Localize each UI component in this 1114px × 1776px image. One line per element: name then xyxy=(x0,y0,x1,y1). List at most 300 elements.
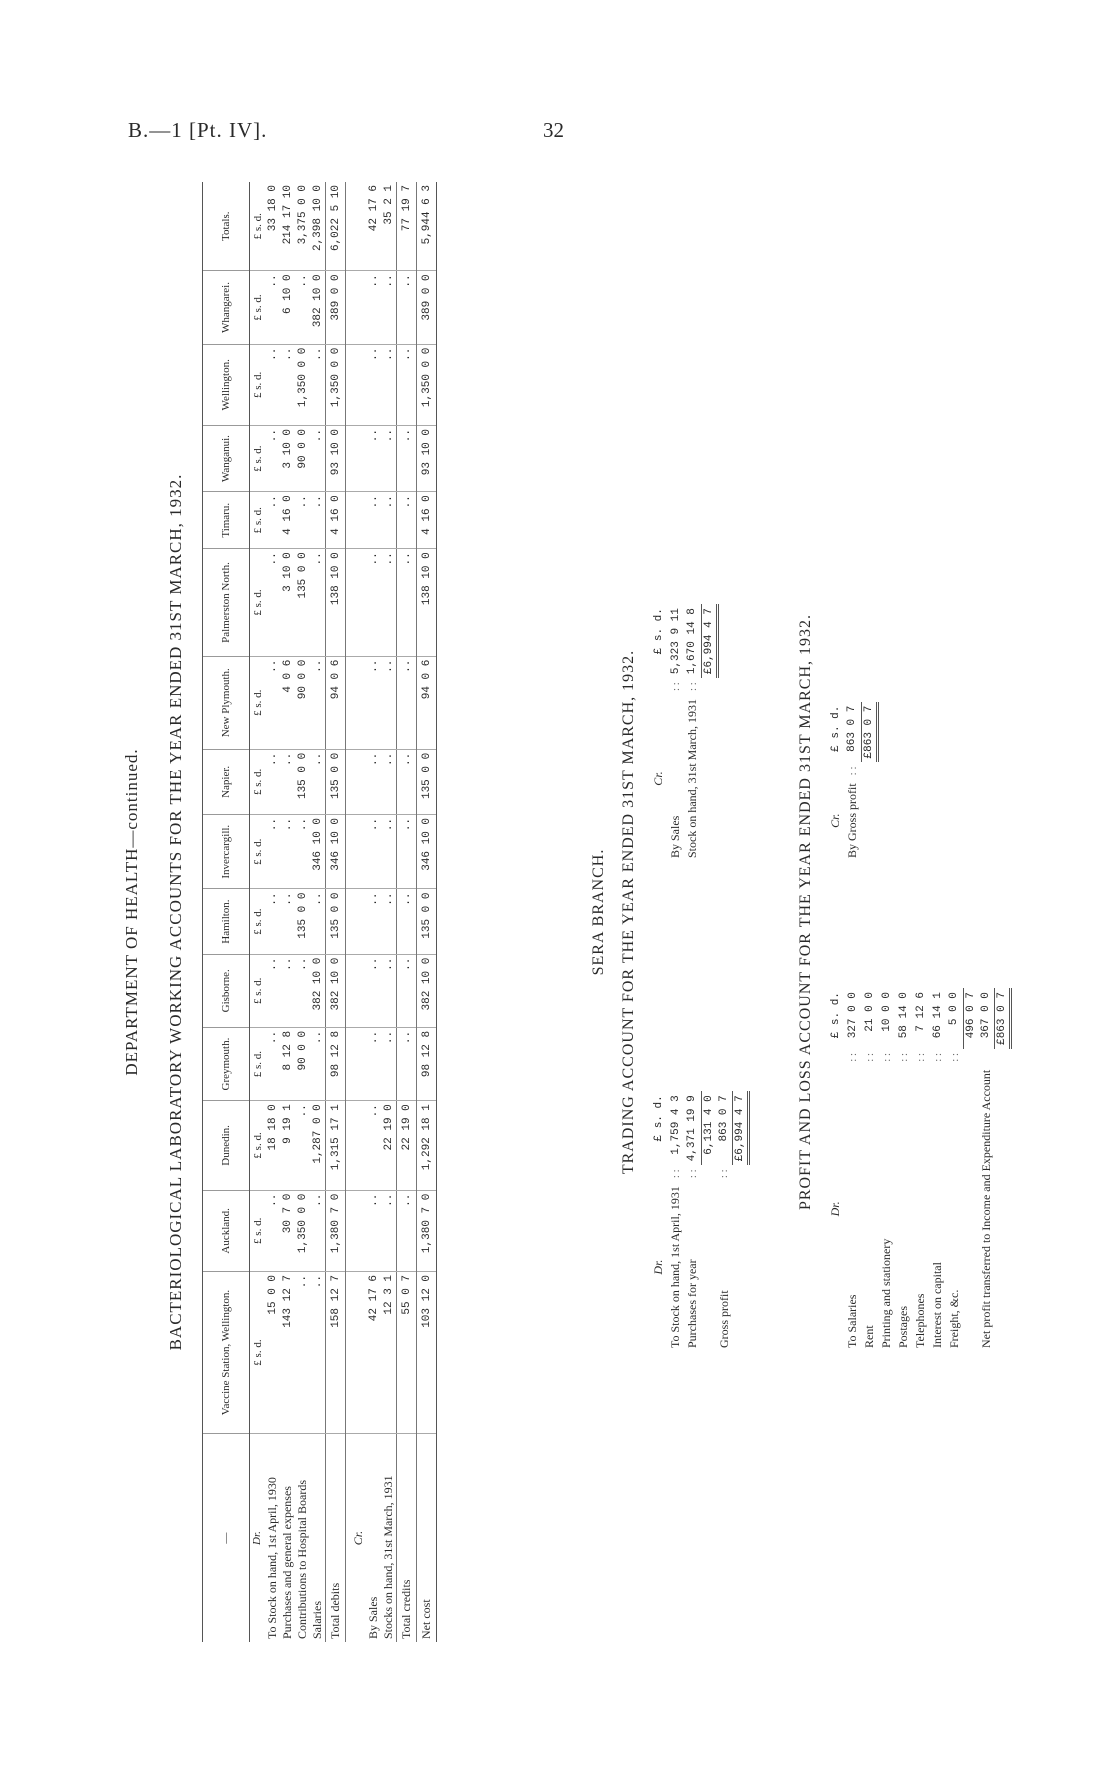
amount-cell: .. xyxy=(381,271,397,344)
amount-cell: .. xyxy=(366,1027,381,1100)
amount-cell: .. xyxy=(265,749,280,814)
amount-cell: 30 7 0 xyxy=(280,1190,295,1271)
unit-label: £ s. d. xyxy=(250,1027,266,1100)
amount-cell: .. xyxy=(397,1027,417,1100)
account-row xyxy=(667,604,684,862)
dots-cell xyxy=(827,1049,844,1066)
empty-cell xyxy=(346,889,367,954)
empty-cell xyxy=(346,549,367,656)
account-amount: 863 0 7 xyxy=(717,1095,730,1142)
table-row xyxy=(265,182,280,1642)
row-label: Contributions to Hospital Boards xyxy=(295,1480,309,1639)
dots-cell: : : xyxy=(846,766,859,776)
amount-cell: 214 17 10 xyxy=(280,182,295,271)
dots-cell: : : xyxy=(686,682,699,692)
cr-label: Cr. xyxy=(351,1530,365,1546)
amount-cell: 1,350 0 0 xyxy=(326,344,346,425)
amount-cell: .. xyxy=(295,1271,310,1433)
unit-label: £ s. d. xyxy=(250,344,266,425)
account-total-row xyxy=(701,604,717,862)
account-item-label: Stock on hand, 31st March, 1931 xyxy=(685,699,699,858)
dots-cell: : : xyxy=(914,1052,927,1062)
amount-cell: .. xyxy=(310,1027,326,1100)
row-label: Stocks on hand, 31st March, 1931 xyxy=(381,1475,395,1639)
page-number: 32 xyxy=(543,118,564,142)
amount-cell: .. xyxy=(310,549,326,656)
amount-cell: 22 19 0 xyxy=(397,1101,417,1190)
amount-cell: 90 0 0 xyxy=(295,656,310,749)
table-row xyxy=(397,182,417,1642)
amount-cell: 4 16 0 xyxy=(326,492,346,549)
account-row xyxy=(861,988,878,1352)
dots-cell: : : xyxy=(880,1052,893,1062)
empty-cell xyxy=(346,814,367,889)
amount-cell: .. xyxy=(381,1190,397,1271)
column-header: Wellington. xyxy=(203,344,250,425)
column-header: — xyxy=(203,1434,250,1642)
account-item-label: Printing and stationery xyxy=(879,1238,893,1348)
dr-label: Dr. xyxy=(251,1531,263,1545)
amount-cell: 158 12 7 xyxy=(326,1271,346,1433)
amount-cell: 35 2 1 xyxy=(381,182,397,271)
units-row xyxy=(250,182,266,1642)
amount-cell: .. xyxy=(366,1190,381,1271)
profit-loss-debit xyxy=(827,988,1012,1352)
account-item-label: Purchases for year xyxy=(685,1259,699,1348)
amount-cell: 382 10 0 xyxy=(417,954,437,1027)
account-amount: 5,323 9 11 xyxy=(669,608,682,675)
amount-cell: 12 3 1 xyxy=(381,1271,397,1433)
amount-cell: 77 19 7 xyxy=(397,182,417,271)
profit-loss-credit xyxy=(827,702,879,862)
amount-cell: .. xyxy=(381,814,397,889)
credit-heading-row xyxy=(346,182,367,1642)
amount-cell: 90 0 0 xyxy=(295,1027,310,1100)
dots-cell xyxy=(978,1049,995,1066)
amount-cell: 93 10 0 xyxy=(417,426,437,492)
amount-cell: .. xyxy=(280,889,295,954)
account-side-label: Dr. xyxy=(828,1201,842,1217)
amount-cell: 3,375 0 0 xyxy=(295,182,310,271)
account-item-label: To Stock on hand, 1st April, 1931 xyxy=(668,1186,682,1348)
dots-cell: : : xyxy=(897,1052,910,1062)
account-amount: 1,670 14 8 xyxy=(686,608,699,675)
amount-cell: .. xyxy=(366,954,381,1027)
amount-cell: 42 17 6 xyxy=(366,1271,381,1433)
column-header: Hamilton. xyxy=(203,889,250,954)
amount-cell: 1,380 7 0 xyxy=(326,1190,346,1271)
account-item-label: Rent xyxy=(862,1325,876,1348)
empty-cell xyxy=(995,1049,1011,1066)
row-label: Total debits xyxy=(326,1434,346,1642)
laboratory-accounts-title: BACTERIOLOGICAL LABORATORY WORKING ACCOUNTS FOR THE YEAR ENDED 31ST MARCH, 1932. xyxy=(166,473,185,1351)
account-amount: 863 0 7 xyxy=(846,705,859,752)
dots-cell: : : xyxy=(686,1169,699,1179)
table-row xyxy=(280,182,295,1642)
account-row xyxy=(878,988,895,1352)
amount-cell: .. xyxy=(397,344,417,425)
amount-cell: 3 10 0 xyxy=(280,426,295,492)
unit-label: £ s. d. xyxy=(250,954,266,1027)
unit-label: £ s. d. xyxy=(250,1101,266,1190)
amount-cell: 94 0 6 xyxy=(417,656,437,749)
amount-cell: 135 0 0 xyxy=(295,749,310,814)
empty-cell xyxy=(995,1066,1011,1352)
amount-cell: 138 10 0 xyxy=(417,549,437,656)
amount-cell: 1,350 0 0 xyxy=(295,344,310,425)
amount-cell: .. xyxy=(381,749,397,814)
dots-cell xyxy=(650,678,667,695)
amount-cell: .. xyxy=(310,889,326,954)
account-item-label: Interest on capital xyxy=(930,1262,944,1348)
account-item-label: Postages xyxy=(896,1306,910,1348)
amount-cell: 4 0 6 xyxy=(280,656,295,749)
account-side-label: Cr. xyxy=(651,771,665,786)
account-item-label: To Salaries xyxy=(845,1294,859,1348)
account-heading-row xyxy=(827,988,844,1352)
amount-cell: .. xyxy=(280,954,295,1027)
amount-cell: 4 16 0 xyxy=(280,492,295,549)
amount-cell: 135 0 0 xyxy=(295,549,310,656)
account-amount: 4,371 19 9 xyxy=(686,1095,699,1162)
account-row xyxy=(701,1091,716,1352)
dots-cell xyxy=(650,1165,667,1182)
column-header: Napier. xyxy=(203,749,250,814)
table-header-row xyxy=(203,182,250,1642)
empty-cell xyxy=(346,1027,367,1100)
amount-cell: .. xyxy=(366,656,381,749)
profit-loss-title: PROFIT AND LOSS ACCOUNT FOR THE YEAR ENDED 31ST MARCH, 1932. xyxy=(797,613,814,1211)
empty-cell xyxy=(701,695,717,862)
table-row xyxy=(326,182,346,1642)
column-header: Greymouth. xyxy=(203,1027,250,1100)
amount-cell: .. xyxy=(381,549,397,656)
net-profit-amount: 367 0 0 xyxy=(979,992,992,1039)
column-header: Gisborne. xyxy=(203,954,250,1027)
account-total: £6,994 4 7 xyxy=(733,1091,749,1165)
amount-cell: 382 10 0 xyxy=(326,954,346,1027)
row-label: Purchases and general expenses xyxy=(280,1486,294,1639)
account-row xyxy=(895,988,912,1352)
amount-cell: 135 0 0 xyxy=(417,889,437,954)
row-label: Salaries xyxy=(310,1601,324,1639)
amount-cell: 22 19 0 xyxy=(381,1101,397,1190)
amount-cell: 5,944 6 3 xyxy=(417,182,437,271)
amount-cell: .. xyxy=(381,1027,397,1100)
amount-cell: 143 12 7 xyxy=(280,1271,295,1433)
unit-label: £ s. d. xyxy=(250,1271,266,1433)
amount-cell: .. xyxy=(295,492,310,549)
column-header: Dunedin. xyxy=(203,1101,250,1190)
unit-label: £ s. d. xyxy=(250,426,266,492)
amount-cell: 1,315 17 1 xyxy=(326,1101,346,1190)
dots-cell xyxy=(701,1165,716,1182)
empty-cell xyxy=(346,1190,367,1271)
amount-cell: .. xyxy=(310,656,326,749)
amount-cell: 1,380 7 0 xyxy=(417,1190,437,1271)
amount-cell: 42 17 6 xyxy=(366,182,381,271)
account-total-row xyxy=(995,988,1011,1352)
amount-cell: .. xyxy=(265,492,280,549)
amount-cell: .. xyxy=(265,1027,280,1100)
table-row xyxy=(417,182,437,1642)
column-header: Vaccine Station, Wellington. xyxy=(203,1271,250,1433)
unit-label: £ s. d. xyxy=(652,608,665,655)
amount-cell: .. xyxy=(397,954,417,1027)
sera-branch-heading: SERA BRANCH. xyxy=(590,848,607,976)
amount-cell: .. xyxy=(280,749,295,814)
row-label: Net cost xyxy=(417,1434,437,1642)
amount-cell: .. xyxy=(366,344,381,425)
trading-account-title: TRADING ACCOUNT FOR THE YEAR ENDED 31ST MARCH, 1932. xyxy=(620,649,637,1175)
amount-cell: 98 12 8 xyxy=(417,1027,437,1100)
account-total: £863 0 7 xyxy=(995,988,1011,1049)
amount-cell: .. xyxy=(280,814,295,889)
row-label: By Sales xyxy=(366,1596,380,1639)
account-total-row xyxy=(861,702,877,862)
amount-cell: .. xyxy=(310,1190,326,1271)
amount-cell: .. xyxy=(310,492,326,549)
dots-cell: : : xyxy=(931,1052,944,1062)
amount-cell: .. xyxy=(265,814,280,889)
amount-cell: .. xyxy=(397,749,417,814)
amount-cell: .. xyxy=(366,889,381,954)
amount-cell: .. xyxy=(397,814,417,889)
amount-cell: 6,022 5 10 xyxy=(326,182,346,271)
amount-cell: 135 0 0 xyxy=(417,749,437,814)
dots-cell: : : xyxy=(863,1052,876,1062)
dots-cell: : : xyxy=(669,682,682,692)
empty-cell xyxy=(346,656,367,749)
amount-cell: .. xyxy=(366,271,381,344)
empty-cell xyxy=(733,1182,749,1352)
trading-account-debit xyxy=(650,1091,750,1352)
column-header: Wanganui. xyxy=(203,426,250,492)
column-header: Whangarei. xyxy=(203,271,250,344)
account-total: £6,994 4 7 xyxy=(701,604,717,678)
amount-cell: 103 12 0 xyxy=(417,1271,437,1433)
column-header: Timaru. xyxy=(203,492,250,549)
account-item-label: Gross profit xyxy=(716,1290,731,1348)
unit-label: £ s. d. xyxy=(250,814,266,889)
amount-cell: .. xyxy=(310,426,326,492)
empty-cell xyxy=(701,678,717,695)
amount-cell: .. xyxy=(397,889,417,954)
unit-label: £ s. d. xyxy=(250,889,266,954)
amount-cell: 1,292 18 1 xyxy=(417,1101,437,1190)
unit-label: £ s. d. xyxy=(652,1095,665,1142)
amount-cell: .. xyxy=(397,426,417,492)
amount-cell: .. xyxy=(366,749,381,814)
account-row xyxy=(978,988,995,1352)
amount-cell: 135 0 0 xyxy=(326,749,346,814)
amount-cell: 6 10 0 xyxy=(280,271,295,344)
account-subtotal-row xyxy=(963,988,978,1352)
laboratory-accounts-table xyxy=(202,182,437,1642)
amount-cell: .. xyxy=(295,814,310,889)
dots-cell: : : xyxy=(948,1052,961,1062)
amount-cell: 4 16 0 xyxy=(417,492,437,549)
amount-cell: .. xyxy=(397,271,417,344)
amount-cell: .. xyxy=(366,549,381,656)
empty-cell xyxy=(346,749,367,814)
unit-label: £ s. d. xyxy=(250,492,266,549)
amount-cell: 93 10 0 xyxy=(326,426,346,492)
column-header: Invercargill. xyxy=(203,814,250,889)
amount-cell: 2,398 10 0 xyxy=(310,182,326,271)
amount-cell: 346 10 0 xyxy=(326,814,346,889)
account-row xyxy=(684,604,701,862)
column-header: Totals. xyxy=(203,182,250,271)
amount-cell: 135 0 0 xyxy=(295,889,310,954)
row-label: To Stock on hand, 1st April, 1930 xyxy=(265,1477,279,1639)
amount-cell: 33 18 0 xyxy=(265,182,280,271)
column-header: Auckland. xyxy=(203,1190,250,1271)
column-header: New Plymouth. xyxy=(203,656,250,749)
empty-cell xyxy=(733,1165,749,1182)
dots-cell: : : xyxy=(846,1052,859,1062)
amount-cell: .. xyxy=(381,656,397,749)
amount-cell: 98 12 8 xyxy=(326,1027,346,1100)
amount-cell: 346 10 0 xyxy=(310,814,326,889)
net-profit-label: Net profit transferred to Income and Expenditure Account xyxy=(978,1069,993,1348)
trading-account-credit xyxy=(650,604,719,862)
amount-cell: .. xyxy=(310,1271,326,1433)
account-item-label: By Sales xyxy=(668,815,682,858)
amount-cell: .. xyxy=(397,656,417,749)
amount-cell: .. xyxy=(295,1101,310,1190)
amount-cell: .. xyxy=(265,549,280,656)
empty-cell xyxy=(346,426,367,492)
amount-cell: 138 10 0 xyxy=(326,549,346,656)
amount-cell: .. xyxy=(366,426,381,492)
account-side-label: Dr. xyxy=(651,1259,665,1275)
amount-cell: .. xyxy=(265,954,280,1027)
account-item-label: Freight, &c. xyxy=(947,1289,961,1348)
amount-cell: .. xyxy=(265,344,280,425)
amount-cell: .. xyxy=(295,954,310,1027)
amount-cell: .. xyxy=(265,889,280,954)
empty-cell xyxy=(346,1271,367,1433)
dots-cell xyxy=(827,762,844,779)
amount-cell: 1,350 0 0 xyxy=(295,1190,310,1271)
empty-cell xyxy=(346,954,367,1027)
amount-cell: 8 12 8 xyxy=(280,1027,295,1100)
table-row xyxy=(310,182,326,1642)
amount-cell: 18 18 0 xyxy=(265,1101,280,1190)
amount-cell: .. xyxy=(381,492,397,549)
amount-cell: .. xyxy=(381,954,397,1027)
empty-cell xyxy=(346,182,367,271)
account-amount: 10 0 0 xyxy=(880,992,893,1032)
amount-cell: .. xyxy=(381,426,397,492)
account-amount: 1,759 4 3 xyxy=(669,1095,682,1155)
account-heading-row xyxy=(827,702,844,862)
empty-cell xyxy=(963,1049,978,1066)
unit-label: £ s. d. xyxy=(829,705,842,752)
amount-cell: .. xyxy=(265,1190,280,1271)
account-row xyxy=(667,1091,684,1352)
account-row xyxy=(844,988,861,1352)
amount-cell: 1,287 0 0 xyxy=(310,1101,326,1190)
unit-label: £ s. d. xyxy=(829,992,842,1039)
account-amount: 66 14 1 xyxy=(931,992,944,1039)
account-row xyxy=(946,988,963,1352)
amount-cell: .. xyxy=(265,271,280,344)
amount-cell: 15 0 0 xyxy=(265,1271,280,1433)
amount-cell: 135 0 0 xyxy=(326,889,346,954)
empty-cell xyxy=(861,762,877,779)
page-header-left: B.—1 [Pt. IV]. xyxy=(128,118,268,142)
account-subtotal: 496 0 7 xyxy=(963,988,978,1049)
unit-label: £ s. d. xyxy=(250,749,266,814)
rotated-page-content xyxy=(122,172,1008,1652)
amount-cell: .. xyxy=(381,344,397,425)
account-item-label: By Gross profit xyxy=(845,783,859,858)
dots-cell: : : xyxy=(718,1169,730,1179)
amount-cell: .. xyxy=(265,426,280,492)
dots-cell: : : xyxy=(669,1169,682,1179)
amount-cell: 382 10 0 xyxy=(310,271,326,344)
row-label: Total credits xyxy=(397,1434,417,1642)
account-row xyxy=(844,702,861,862)
amount-cell: .. xyxy=(366,814,381,889)
column-header: Palmerston North. xyxy=(203,549,250,656)
empty-cell xyxy=(346,492,367,549)
amount-cell: 1,350 0 0 xyxy=(417,344,437,425)
amount-cell: .. xyxy=(310,749,326,814)
account-item-label xyxy=(701,1182,716,1352)
unit-label: £ s. d. xyxy=(250,271,266,344)
amount-cell: 382 10 0 xyxy=(310,954,326,1027)
unit-label: £ s. d. xyxy=(250,656,266,749)
account-heading-row xyxy=(650,1091,667,1352)
account-amount: 7 12 6 xyxy=(914,992,927,1032)
account-item-label: Telephones xyxy=(913,1293,927,1348)
amount-cell: .. xyxy=(310,344,326,425)
unit-label: £ s. d. xyxy=(250,549,266,656)
account-total: £863 0 7 xyxy=(861,702,877,763)
amount-cell: 9 19 1 xyxy=(280,1101,295,1190)
amount-cell: .. xyxy=(265,656,280,749)
amount-cell: .. xyxy=(397,492,417,549)
table-row xyxy=(295,182,310,1642)
table-row xyxy=(381,182,397,1642)
account-amount: 21 0 0 xyxy=(863,992,876,1032)
account-amount: 327 0 0 xyxy=(846,992,859,1039)
account-amount: 58 14 0 xyxy=(897,992,910,1039)
account-row xyxy=(929,988,946,1352)
amount-cell: .. xyxy=(280,344,295,425)
amount-cell: 94 0 6 xyxy=(326,656,346,749)
amount-cell: .. xyxy=(295,271,310,344)
account-row xyxy=(716,1091,733,1352)
amount-cell: .. xyxy=(381,889,397,954)
amount-cell: 55 0 7 xyxy=(397,1271,417,1433)
amount-cell: 90 0 0 xyxy=(295,426,310,492)
amount-cell: 3 10 0 xyxy=(280,549,295,656)
amount-cell: 346 10 0 xyxy=(417,814,437,889)
account-row xyxy=(684,1091,701,1352)
amount-cell: .. xyxy=(366,1101,381,1190)
empty-cell xyxy=(346,1101,367,1190)
table-row xyxy=(366,182,381,1642)
amount-cell: 389 0 0 xyxy=(326,271,346,344)
empty-cell xyxy=(861,779,877,862)
account-side-label: Cr. xyxy=(828,813,842,828)
amount-cell: .. xyxy=(397,549,417,656)
empty-cell xyxy=(346,344,367,425)
